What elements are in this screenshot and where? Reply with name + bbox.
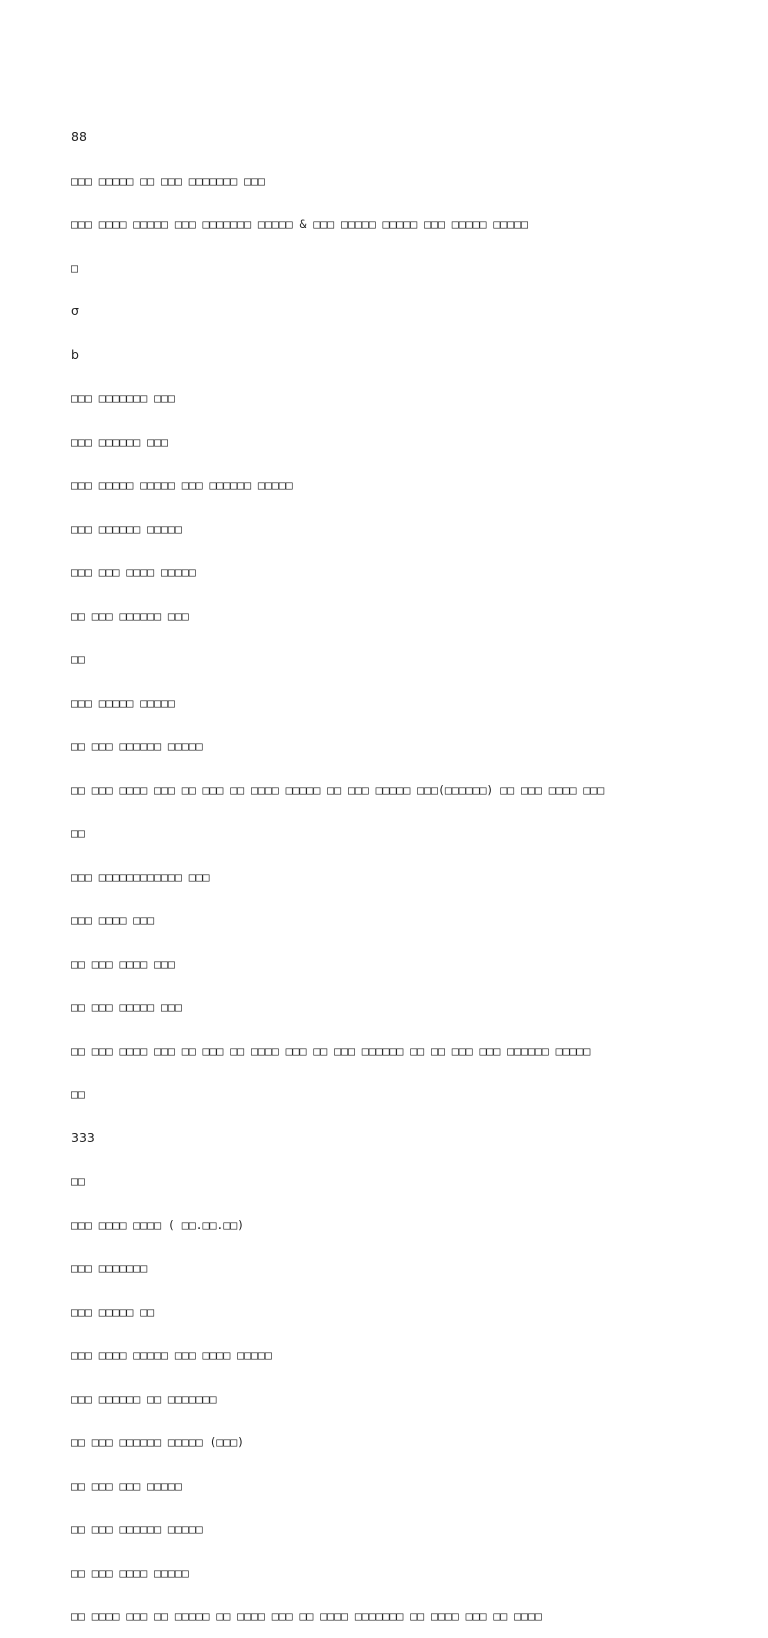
doc-line: □□□ □□□□□□□ □□□ bbox=[71, 391, 175, 405]
doc-line: □□ bbox=[71, 1087, 85, 1101]
doc-line: □□ □□□ □□□□ □□□ bbox=[71, 956, 175, 971]
doc-line: □□□ □□□□□□ □□□□□ bbox=[71, 521, 182, 536]
doc-line: □□ bbox=[71, 826, 85, 840]
doc-line: □□□ □□□□ □□□□□ □□□ □□□□□□□ □□□□□ & □□□ □□□□□ □□□□□ □□□ □□□□□ □□□□□ bbox=[71, 217, 528, 231]
doc-line: □□□ □□□□□ □□ bbox=[71, 1304, 155, 1319]
doc-line: □□ □□□ □□□□ □□□□□ bbox=[71, 1565, 189, 1580]
doc-line: □□□ □□□□□ □□ □□□ □□□□□□□ □□□ bbox=[71, 173, 265, 188]
doc-line: □□ □□□ □□□□□□ □□□□□ (□□□) bbox=[71, 1435, 245, 1449]
doc-line: □□ □□□ □□□□□ □□□ bbox=[71, 1000, 182, 1014]
doc-line: □□ bbox=[71, 1174, 85, 1188]
document-body bbox=[71, 101, 741, 1638]
doc-line-number-88: 88 bbox=[71, 130, 87, 144]
doc-line-b: b bbox=[71, 347, 79, 362]
doc-line: □□□ □□□□ □□□□ ( □□.□□.□□) bbox=[71, 1217, 245, 1232]
doc-line: □ bbox=[71, 260, 78, 275]
doc-line: □□□ □□□ □□□□ □□□□□ bbox=[71, 565, 196, 579]
doc-line: □□ □□□ □□□□□□ □□□ bbox=[71, 608, 189, 623]
doc-line: □□□ □□□□□□ □□ □□□□□□□ bbox=[71, 1391, 217, 1406]
doc-line-sigma: σ bbox=[71, 304, 79, 318]
doc-line: □□□ □□□□□□ □□□ bbox=[71, 434, 168, 449]
doc-line: □□ □□□□ □□□ □□ □□□□□ □□ □□□□ □□□ □□ □□□□ □□□□□□□ □□ □□□□ □□□ □□ □□□□ bbox=[71, 1609, 542, 1623]
doc-line: □□ □□□ □□□ □□□□□ bbox=[71, 1478, 182, 1493]
doc-line: □□ □□□ □□□□□□ □□□□□ bbox=[71, 1522, 203, 1536]
doc-line: □□□ □□□□□□□□□□□□ □□□ bbox=[71, 869, 210, 884]
doc-line-number-333: 333 bbox=[71, 1130, 95, 1145]
doc-line: □□□ □□□□ □□□□□ □□□ □□□□ □□□□□ bbox=[71, 1348, 272, 1362]
doc-line: □□ □□□ □□□□ □□□ □□ □□□ □□ □□□□ □□□ □□ □□□ □□□□□□ □□ □□ □□□ □□□ □□□□□□ □□□□□ bbox=[71, 1043, 591, 1058]
doc-line: □□ bbox=[71, 652, 85, 666]
doc-line: □□□ □□□□□ □□□□□ bbox=[71, 695, 175, 710]
doc-line: □□□ □□□□ □□□ bbox=[71, 913, 155, 927]
doc-line: □□□ □□□□□ □□□□□ □□□ □□□□□□ □□□□□ bbox=[71, 478, 293, 492]
doc-line: □□□ □□□□□□□ bbox=[71, 1261, 148, 1275]
doc-line: □□ □□□ □□□□ □□□ □□ □□□ □□ □□□□ □□□□□ □□ □□□ □□□□□ □□□(□□□□□□) □□ □□□ □□□□ □□□ bbox=[71, 782, 605, 797]
doc-line: □□ □□□ □□□□□□ □□□□□ bbox=[71, 739, 203, 753]
